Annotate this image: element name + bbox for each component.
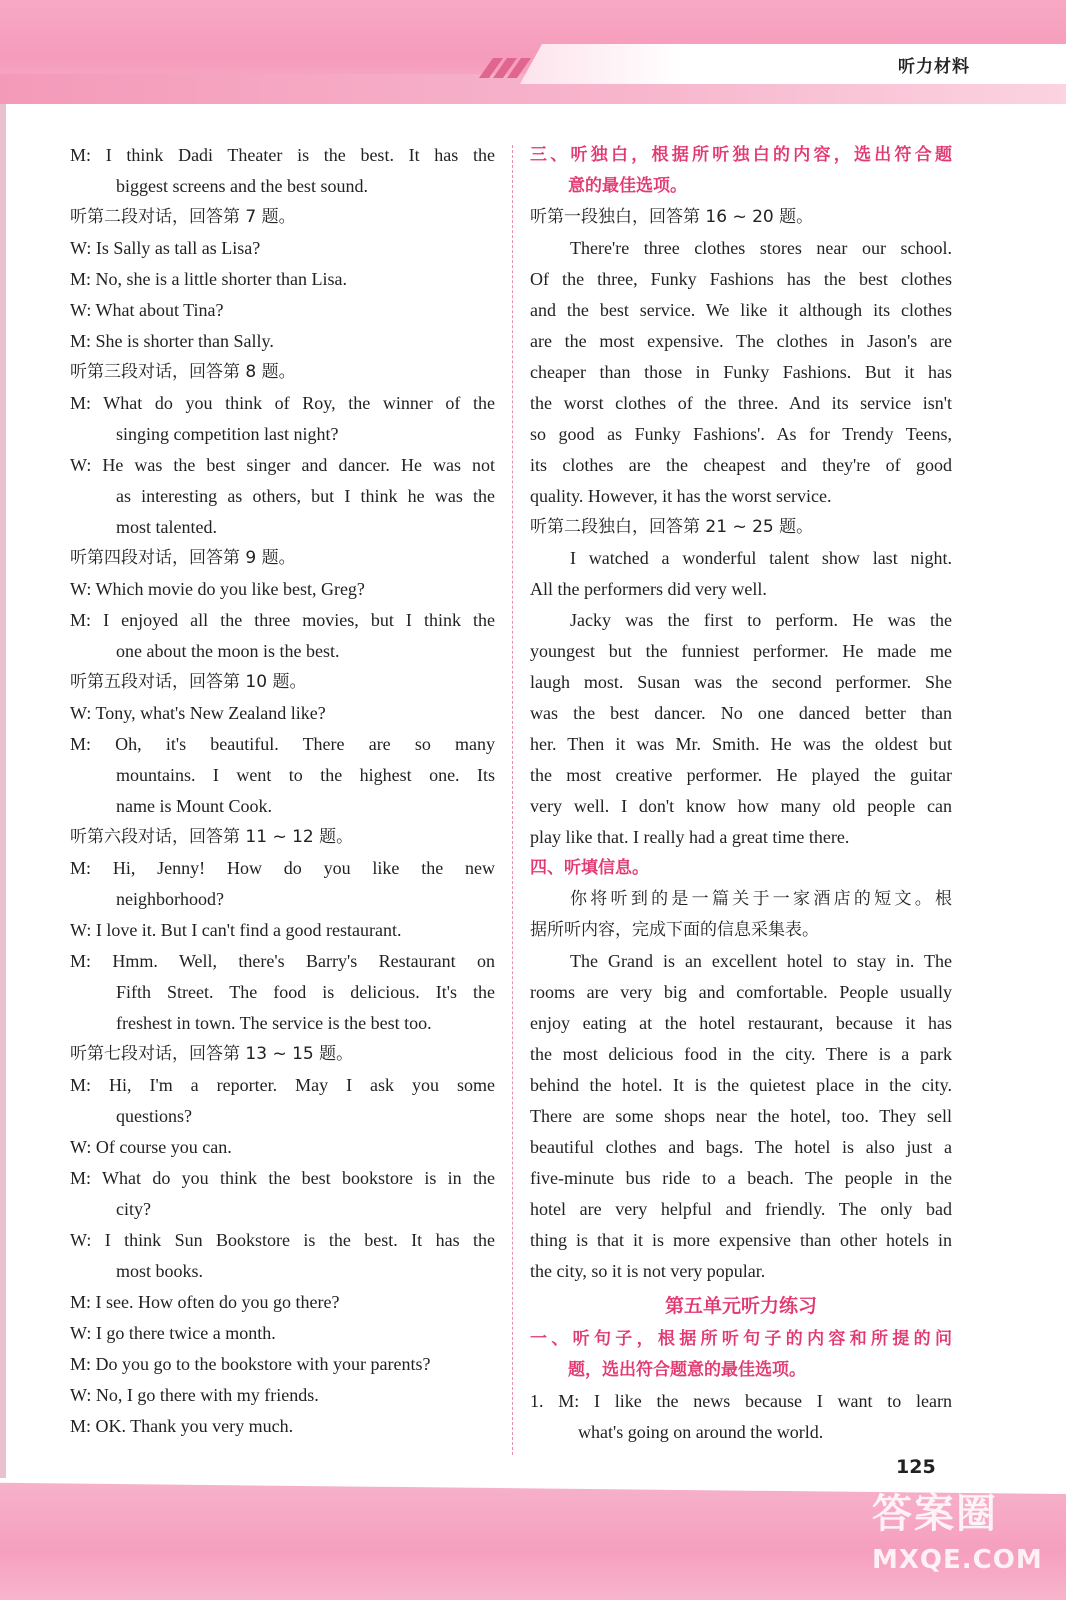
- text-line: M: What do you think the best bookstore is in the: [70, 1168, 495, 1188]
- text-line: very well. I don't know how many old people can: [530, 796, 952, 816]
- text-line: 第五单元听力练习: [664, 1295, 817, 1317]
- text-line: W: I go there twice a month.: [70, 1323, 276, 1343]
- text-line: the most creative performer. He played the guitar: [530, 765, 952, 785]
- text-line: 听第二段独白，回答第 21 ~ 25 题。: [530, 517, 814, 537]
- text-line: There're three clothes stores near our school.: [570, 238, 952, 258]
- text-line: Of the three, Funky Fashions has the best clothes: [530, 269, 952, 289]
- text-line: as interesting as others, but I think he was the: [116, 486, 495, 506]
- text-line: beautiful clothes and bags. The hotel is also just a: [530, 1137, 952, 1157]
- text-line: are the most expensive. The clothes in Jason's are: [530, 331, 952, 351]
- text-line: W: No, I go there with my friends.: [70, 1385, 319, 1405]
- text-line: quality. However, it has the worst service.: [530, 486, 832, 506]
- text-line: 听第四段对话，回答第 9 题。: [70, 548, 296, 568]
- text-line: 一、听句子，根据所听句子的内容和所提的问: [530, 1329, 952, 1349]
- section-title: 听力材料: [898, 57, 970, 77]
- text-line: 题，选出符合题意的最佳选项。: [568, 1360, 806, 1380]
- text-line: The Grand is an excellent hotel to stay in. The: [570, 951, 952, 971]
- text-line: 听第七段对话，回答第 13 ~ 15 题。: [70, 1044, 354, 1064]
- text-line: rooms are very big and comfortable. People usually: [530, 982, 952, 1002]
- page-edge: [0, 0, 6, 1600]
- text-line: its clothes are the cheapest and they're of good: [530, 455, 952, 475]
- text-line: 你将听到的是一篇关于一家酒店的短文。根: [570, 889, 952, 909]
- text-line: 四、听填信息。: [530, 858, 649, 878]
- text-line: one about the moon is the best.: [116, 641, 340, 661]
- text-line: five-minute bus ride to a beach. The people in the: [530, 1168, 952, 1188]
- text-line: 1. M: I like the news because I want to learn: [530, 1391, 952, 1411]
- watermark-url: MXQE.COM: [872, 1545, 1043, 1575]
- text-line: Jacky was the first to perform. He was the: [570, 610, 952, 630]
- text-line: the most delicious food in the city. There is a park: [530, 1044, 952, 1064]
- text-line: W: I think Sun Bookstore is the best. It has the: [70, 1230, 495, 1250]
- text-line: Fifth Street. The food is delicious. It's the: [116, 982, 495, 1002]
- column-divider: [512, 145, 513, 1455]
- text-line: M: I enjoyed all the three movies, but I think the: [70, 610, 495, 630]
- text-line: M: What do you think of Roy, the winner of the: [70, 393, 495, 413]
- text-line: W: What about Tina?: [70, 300, 224, 320]
- text-line: singing competition last night?: [116, 424, 339, 444]
- text-line: the city, so it is not very popular.: [530, 1261, 766, 1281]
- text-line: 听第六段对话，回答第 11 ~ 12 题。: [70, 827, 354, 847]
- text-line: W: Which movie do you like best, Greg?: [70, 579, 365, 599]
- text-line: M: Hmm. Well, there's Barry's Restaurant on: [70, 951, 495, 971]
- text-line: I watched a wonderful talent show last night.: [570, 548, 952, 568]
- text-line: W: He was the best singer and dancer. He was not: [70, 455, 495, 475]
- text-line: M: I see. How often do you go there?: [70, 1292, 340, 1312]
- text-line: mountains. I went to the highest one. Its: [116, 765, 495, 785]
- header-tab: [520, 44, 1066, 84]
- text-line: freshest in town. The service is the best too.: [116, 1013, 432, 1033]
- text-line: M: Hi, I'm a reporter. May I ask you some: [70, 1075, 495, 1095]
- text-line: neighborhood?: [116, 889, 224, 909]
- right-column: [530, 140, 952, 1448]
- text-line: so good as Funky Fashions'. As for Trendy Teens,: [530, 424, 952, 444]
- text-line: was the best dancer. No one danced better than: [530, 703, 952, 723]
- text-line: laugh most. Susan was the second performer. She: [530, 672, 952, 692]
- text-line: enjoy eating at the hotel restaurant, because it has: [530, 1013, 952, 1033]
- text-line: 据所听内容，完成下面的信息采集表。: [530, 920, 819, 940]
- text-line: most talented.: [116, 517, 217, 537]
- text-line: thing is that it is more expensive than other hotels in: [530, 1230, 952, 1250]
- watermark-logo: 答案圈: [872, 1491, 998, 1537]
- text-line: M: OK. Thank you very much.: [70, 1416, 294, 1436]
- text-line: 听第一段独白，回答第 16 ~ 20 题。: [530, 207, 814, 227]
- text-line: M: Do you go to the bookstore with your parents?: [70, 1354, 431, 1374]
- left-column: [70, 140, 495, 1442]
- text-line: M: I think Dadi Theater is the best. It has the: [70, 145, 495, 165]
- text-line: 听第二段对话，回答第 7 题。: [70, 207, 296, 227]
- text-line: questions?: [116, 1106, 192, 1126]
- text-line: 听第三段对话，回答第 8 题。: [70, 362, 296, 382]
- text-line: M: No, she is a little shorter than Lisa.: [70, 269, 347, 289]
- text-line: name is Mount Cook.: [116, 796, 272, 816]
- text-line: W: I love it. But I can't find a good restaurant.: [70, 920, 402, 940]
- text-line: city?: [116, 1199, 151, 1219]
- text-line: 意的最佳选项。: [568, 176, 687, 196]
- text-line: W: Is Sally as tall as Lisa?: [70, 238, 261, 258]
- text-line: the worst clothes of the three. And its service isn't: [530, 393, 952, 413]
- text-line: M: Oh, it's beautiful. There are so many: [70, 734, 495, 754]
- text-line: biggest screens and the best sound.: [116, 176, 368, 196]
- text-line: 三、听独白，根据所听独白的内容，选出符合题: [530, 145, 952, 165]
- text-line: behind the hotel. It is the quietest place in the city.: [530, 1075, 952, 1095]
- text-line: W: Tony, what's New Zealand like?: [70, 703, 326, 723]
- text-line: hotel are very helpful and friendly. The only bad: [530, 1199, 952, 1219]
- text-line: her. Then it was Mr. Smith. He was the oldest but: [530, 734, 952, 754]
- page-number: 125: [896, 1456, 936, 1478]
- text-line: All the performers did very well.: [530, 579, 767, 599]
- text-line: youngest but the funniest performer. He made me: [530, 641, 952, 661]
- text-line: M: She is shorter than Sally.: [70, 331, 274, 351]
- text-line: what's going on around the world.: [578, 1422, 824, 1442]
- text-line: 听第五段对话，回答第 10 题。: [70, 672, 307, 692]
- text-line: W: Of course you can.: [70, 1137, 232, 1157]
- text-line: There are some shops near the hotel, too. They sell: [530, 1106, 952, 1126]
- text-line: most books.: [116, 1261, 204, 1281]
- text-line: play like that. I really had a great time there.: [530, 827, 850, 847]
- text-line: and the best service. We like it although its clothes: [530, 300, 952, 320]
- text-line: cheaper than those in Funky Fashions. But it has: [530, 362, 952, 382]
- text-line: M: Hi, Jenny! How do you like the new: [70, 858, 495, 878]
